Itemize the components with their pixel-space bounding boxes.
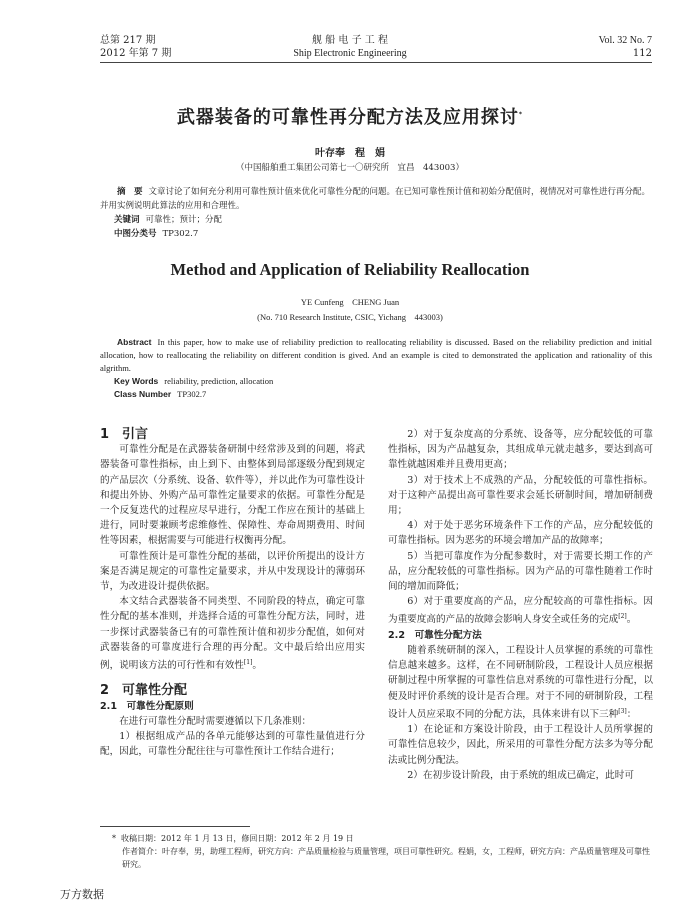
- citation: [1]: [243, 659, 253, 667]
- footnote: [112, 832, 652, 871]
- keywords-cn-label: 关键词: [114, 215, 140, 225]
- paragraph: 在进行可靠性分配时需要遵循以下几条准则：: [119, 715, 312, 727]
- abstract-cn: [100, 185, 652, 241]
- title-cn-text: 武器装备的可靠性再分配方法及应用探讨: [176, 107, 519, 128]
- keywords-en-label: Key Words: [114, 376, 159, 386]
- page-number: 112: [632, 48, 652, 59]
- keywords-cn: 可靠性；预计；分配: [145, 215, 223, 225]
- authors-en: YE Cunfeng CHENG Juan: [300, 297, 400, 307]
- paragraph: 可靠性预计是可靠性分配的基础，以评价所提出的设计方案是否满足规定的可靠性定量要求，并从中发现设计的薄弱环节，为改进设计提供依据。: [100, 550, 365, 593]
- issue-year: 2012 年第 7 期: [100, 48, 172, 59]
- affiliation-en: (No. 710 Research Institute, CSIC, Yichang 443003): [257, 312, 443, 322]
- paragraph-text: 本文结合武器装备不同类型、不同阶段的特点，确定可靠性分配的基本准则，并选择合适的可靠性分配方法，同时，进一步探讨武器装备已有的可靠性预计值和初步分配值，如何对武器装备的可靠度进行合理的再分配。文中最后给出应用实例，说明该方法的可行性和有效性: [100, 596, 365, 672]
- class-number-cn-label: 中图分类号: [114, 229, 157, 239]
- paragraph-end: 。: [626, 614, 637, 626]
- paper-title-cn: [0, 103, 700, 129]
- paragraph: 4）对于处于恶劣环境条件下工作的产品，应分配较低的可靠性指标。因为恶劣的环境会增加产品的故障率；: [388, 520, 653, 547]
- class-number-en-label: Class Number: [114, 389, 172, 399]
- author-bio: 作者简介：叶存奉，男，助理工程师，研究方向：产品质量检验与质量管理，项目可靠性研究。程娟，女，工程师，研究方向：产品质量管理及可靠性研究。: [122, 847, 650, 869]
- paragraph: 5）当把可靠度作为分配参数时，对于需要长期工作的产品，应分配较低的可靠性指标。因为产品的可靠性随着工作时间的增加而降低；: [388, 550, 653, 593]
- paragraph-text: 随着系统研制的深入，工程设计人员掌握的系统的可靠性信息越来越多。这样，在不同研制阶段，工程设计人员应根据研制过程中所掌握的可靠性信息对系统的可靠性进行分配，以便及时评价系统的设计是否合理。对于不同的研制阶段，工程设计人员应采取不同的分配方法，具体来讲有以下三种: [388, 645, 653, 721]
- section-1-heading: 1 引言: [100, 427, 149, 442]
- abstract-cn-text: 文章讨论了如何充分利用可靠性预计值来优化可靠性分配的问题。在已知可靠性预计值和初始分配值时，视情况对可靠性进行再分配。并用实例说明此算法的应用和合理性。: [100, 187, 651, 211]
- authors-cn: 叶存奉 程 娟: [315, 148, 385, 159]
- paragraph: 可靠性分配是在武器装备研制中经常涉及到的问题，将武器装备可靠性指标，由上到下、由整体到局部逐级分配到规定的产品层次（分系统、设备、软件等），并以此作为可靠性设计和提出外协、外购产品可靠性定量要求的依据。可靠性分配是一个反复迭代的过程应尽早进行，分配工作应在预计的基础上进行，同时要兼顾考虑维修性、保障性、寿命周期费用、时间性等因素，根据需要与可能进行权衡再分配。: [100, 444, 365, 547]
- paper-title-en: Method and Application of Reliability Reallocation: [170, 260, 530, 279]
- paragraph-text: 6）对于重要度高的产品，应分配较高的可靠性指标。因为重要度高的产品的故障会影响人身安全或任务的完成: [388, 596, 653, 626]
- citation: [3]: [618, 707, 627, 715]
- class-number-en: TP302.7: [177, 389, 207, 399]
- paragraph: 1）根据组成产品的各单元能够达到的可靠性量值进行分配，因此，可靠性分配往往与可靠性预计工作结合进行；: [100, 731, 365, 758]
- section-2-heading: 2 可靠性分配: [100, 683, 188, 699]
- paragraph: [388, 643, 653, 722]
- abstract-en: [100, 336, 652, 401]
- issue-total: 总第 217 期: [100, 35, 156, 46]
- journal-name-cn: 舰 船 电 子 工 程: [312, 35, 388, 46]
- abstract-cn-label: 摘 要: [117, 187, 143, 197]
- paragraph-end: ：: [626, 709, 637, 721]
- received-date: 收稿日期：2012 年 1 月 13 日，修回日期：2012 年 2 月 19 日: [121, 834, 354, 843]
- watermark: 万方数据: [60, 888, 104, 901]
- citation: [2]: [618, 613, 627, 621]
- header-rule: [100, 62, 652, 63]
- journal-name: [250, 34, 450, 60]
- paragraph: 1）在论证和方案设计阶段，由于工程设计人员所掌握的可靠性信息较少，因此，所采用的可靠性分配方法多为等分配法或比例分配法。: [388, 724, 653, 766]
- paragraph: 2）对于复杂度高的分系统、设备等，应分配较低的可靠性指标，因为产品越复杂，其组成单元就走越多，要达到高可靠性就越困难并且费用更高；: [388, 429, 653, 471]
- paragraph: [100, 594, 365, 673]
- issue-info: [100, 34, 171, 60]
- abstract-en-label: Abstract: [117, 337, 152, 347]
- affiliation-cn: （中国船舶重工集团公司第七一〇研究所 宜昌 443003）: [236, 163, 464, 173]
- paragraph: [388, 594, 653, 628]
- title-footnote-mark: *: [518, 111, 524, 118]
- body-left-column: [100, 427, 365, 759]
- volume-number: Vol. 32 No. 7: [598, 35, 652, 46]
- paragraph: 2）在初步设计阶段，由于系统的组成已确定，此时可: [407, 769, 634, 781]
- subsection-2-1-heading: 2.1 可靠性分配原则: [100, 700, 194, 712]
- paragraph: 3）对于技术上不成熟的产品，分配较低的可靠性指标。对于这种产品提出高可靠性要求会延长研制时间，增加研制费用；: [388, 474, 653, 517]
- subsection-2-2-heading: 2.2 可靠性分配方法: [388, 629, 482, 641]
- class-number-cn: TP302.7: [162, 229, 199, 239]
- volume-info: [599, 34, 652, 60]
- paragraph-end: 。: [252, 660, 262, 672]
- body-right-column: [388, 427, 653, 783]
- keywords-en: reliability, prediction, allocation: [164, 376, 274, 386]
- journal-name-en: Ship Electronic Engineering: [293, 48, 407, 59]
- footnote-mark: *: [112, 834, 116, 843]
- footnote-rule: [100, 826, 250, 827]
- abstract-en-text: In this paper, how to make use of reliability prediction to reallocating reliability is discussed. Based on the reliability prediction and initial allocation, how to reallocating the reliability on different condition is gived. And an example is cited to demonstrated the application and rationality of this algrithm.: [100, 337, 652, 373]
